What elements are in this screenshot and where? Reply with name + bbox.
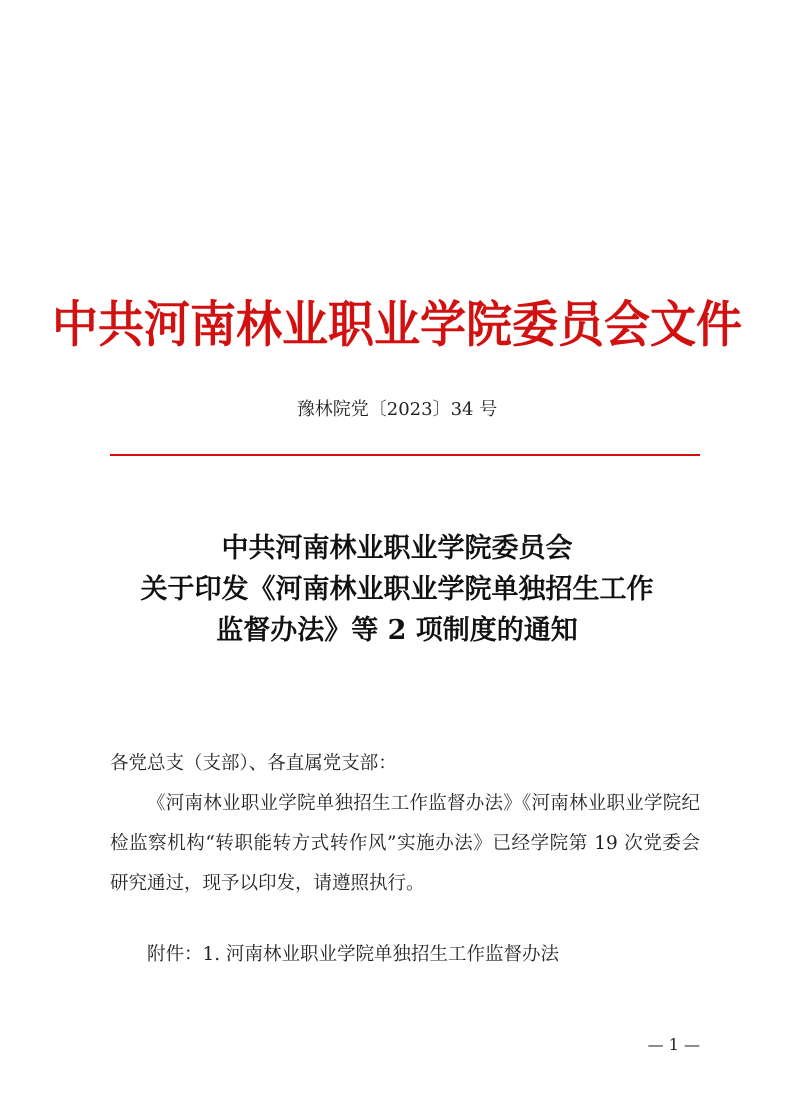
notice-title-line: 监督办法》等 2 项制度的通知 <box>216 615 578 646</box>
attachment-line: 附件：1. 河南林业职业学院单独招生工作监督办法 <box>147 944 560 965</box>
notice-title-line: 关于印发《河南林业职业学院单独招生工作 <box>140 574 654 605</box>
salutation: 各党总支（支部）、各直属党支部： <box>110 753 397 774</box>
page-number: — 1 — <box>647 1035 700 1054</box>
notice-title <box>0 528 794 651</box>
body-paragraph: 《河南林业职业学院单独招生工作监督办法》《河南林业职业学院纪检监察机构“转职能转方式转作风”实施办法》已经学院第 19 次党委会研究通过，现予以印发，请遵照执行。 <box>110 793 700 894</box>
notice-title-line: 中共河南林业职业学院委员会 <box>221 533 573 564</box>
header-divider <box>110 454 700 456</box>
document-header-title: 中共河南林业职业学院委员会文件 <box>52 294 742 354</box>
document-number: 豫林院党〔2023〕34 号 <box>296 399 498 420</box>
